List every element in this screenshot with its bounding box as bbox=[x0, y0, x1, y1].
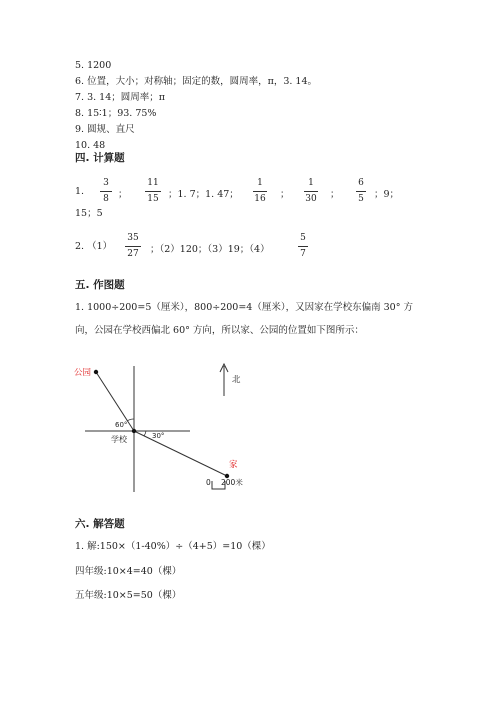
fraction-numerator: 3 bbox=[103, 178, 109, 188]
answer-9: 9. 圆规、直尺 bbox=[75, 124, 135, 135]
calc-q1-label: 1. bbox=[75, 186, 85, 197]
calc-q1-line2: 15；5 bbox=[75, 208, 103, 219]
fraction-denominator: 7 bbox=[300, 249, 306, 259]
answer-7: 7. 3. 14；圆周率；π bbox=[75, 92, 165, 103]
fraction-denominator: 30 bbox=[305, 194, 317, 204]
calc-q2-label: 2. （1） bbox=[75, 241, 113, 252]
solution-line2: 四年级:10×4=40（棵） bbox=[75, 566, 182, 577]
school-label: 学校 bbox=[111, 435, 127, 444]
park-label: 公园 bbox=[74, 368, 92, 378]
answer-6: 6. 位置，大小；对称轴；固定的数，圆周率，π，3. 14。 bbox=[75, 76, 318, 87]
home-label: 家 bbox=[229, 460, 238, 470]
separator: ； bbox=[280, 189, 290, 200]
angle-60-label: 60° bbox=[115, 421, 128, 429]
answer-8: 8. 15∶1；93. 75% bbox=[75, 108, 157, 119]
fraction-denominator: 8 bbox=[103, 194, 109, 204]
park-point bbox=[94, 370, 98, 374]
solution-line3: 五年级:10×5=50（棵） bbox=[75, 590, 182, 601]
section-5-title: 五. 作图题 bbox=[75, 279, 125, 291]
angle-arc-30 bbox=[144, 431, 146, 436]
angle-arc-60 bbox=[127, 419, 134, 421]
fraction-numerator: 35 bbox=[127, 233, 139, 243]
fraction-numerator: 1 bbox=[257, 178, 263, 188]
scale-label: 200米 bbox=[221, 478, 243, 487]
fraction-denominator: 15 bbox=[147, 194, 159, 204]
school-point bbox=[132, 429, 136, 433]
section-4-title: 四. 计算题 bbox=[75, 152, 125, 164]
section-6-title: 六. 解答题 bbox=[75, 518, 125, 530]
answer-5: 5. 1200 bbox=[75, 60, 112, 71]
scale-zero-label: 0 bbox=[206, 478, 211, 487]
fraction-numerator: 11 bbox=[147, 178, 159, 188]
calc-q1-tail: ；9； bbox=[374, 189, 400, 200]
ray-to-home bbox=[134, 431, 227, 476]
drawing-answer-line2: 向，公园在学校西偏北 60° 方向，所以家、公园的位置如下图所示： bbox=[75, 325, 364, 336]
fraction-numerator: 1 bbox=[308, 178, 314, 188]
fraction-numerator: 6 bbox=[358, 178, 364, 188]
north-label: 北 bbox=[232, 375, 241, 385]
separator: ； bbox=[118, 189, 128, 200]
answer-10: 10. 48 bbox=[75, 140, 106, 151]
fraction-denominator: 16 bbox=[254, 194, 266, 204]
angle-30-label: 30° bbox=[152, 432, 165, 440]
fraction-denominator: 27 bbox=[127, 249, 139, 259]
separator: ； bbox=[330, 189, 340, 200]
calc-q2-middle: ；（2）120；（3）19；（4） bbox=[150, 244, 270, 255]
solution-line1: 1. 解:150×（1-40%）÷（4+5）=10（棵） bbox=[75, 541, 271, 552]
drawing-answer-line1: 1. 1000÷200=5（厘米），800÷200=4（厘米），又因家在学校东偏南 30° 方 bbox=[75, 302, 413, 313]
fraction-numerator: 5 bbox=[300, 233, 306, 243]
calc-q1-middle: ；1. 7；1. 47； bbox=[168, 189, 239, 200]
fraction-denominator: 5 bbox=[358, 194, 364, 204]
